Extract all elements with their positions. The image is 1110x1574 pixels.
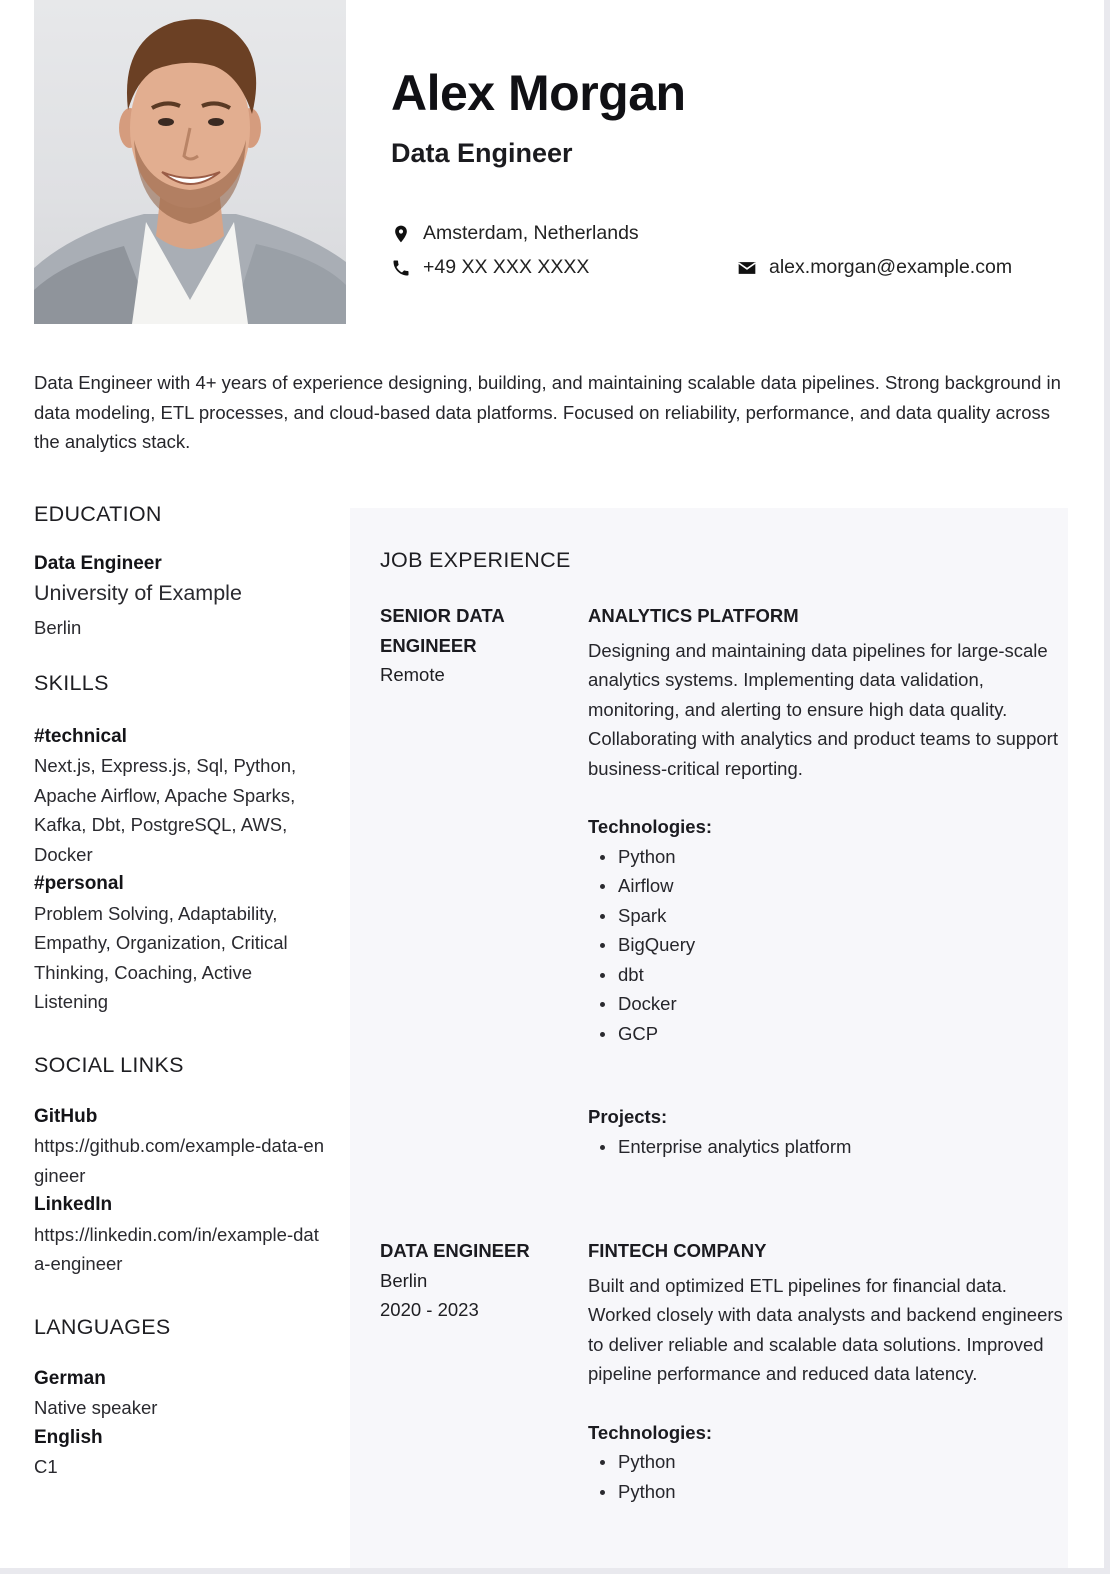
- skills-heading: SKILLS: [34, 670, 109, 695]
- github-label: GitHub: [34, 1105, 98, 1127]
- job-details: [588, 601, 1063, 1161]
- contact-phone: [391, 256, 589, 279]
- job-company: FINTECH COMPANY: [588, 1240, 767, 1261]
- skills-personal-list: Problem Solving, Adaptability, Empathy, Organization, Critical Thinking, Coaching, Active Listening: [34, 902, 288, 1012]
- job-period: 2020 - 2023: [380, 1299, 479, 1320]
- list-item: Python: [588, 842, 1063, 872]
- job-title: Data Engineer: [391, 138, 573, 168]
- phone-text: +49 XX XXX XXXX: [423, 256, 590, 278]
- job-position: SENIOR DATA ENGINEER: [380, 605, 505, 656]
- projects-label: Projects:: [588, 1106, 668, 1127]
- envelope-icon: [737, 258, 757, 278]
- technologies-list: [588, 842, 1063, 1049]
- left-column: [34, 502, 334, 1482]
- list-item: Python: [588, 1477, 1063, 1507]
- job-description: Designing and maintaining data pipelines for large-scale analytics systems. Implementing data validation, monitoring, and alerting to ensure high data quality.: [588, 639, 1048, 720]
- languages-heading: LANGUAGES: [34, 1314, 171, 1339]
- education-city: Berlin: [34, 617, 82, 638]
- technologies-label: Technologies:: [588, 1421, 713, 1443]
- education-degree: Data Engineer: [34, 553, 162, 574]
- list-item: Python: [588, 1447, 1063, 1477]
- job-description: Built and optimized ETL pipelines for financial data. Worked closely with data analysts and backend engineers to deliver reliable and scalable data solutions. Improved pipeline performance and reduced data latency.: [588, 1274, 1063, 1384]
- contact-email[interactable]: [737, 256, 1012, 279]
- linkedin-link[interactable]: https://linkedin.com/in/example-data-engineer: [34, 1223, 319, 1274]
- phone-icon: [391, 258, 411, 278]
- job-location: Remote: [380, 664, 445, 685]
- list-item: Enterprise analytics platform: [588, 1132, 1063, 1162]
- experience-heading: JOB EXPERIENCE: [380, 548, 571, 572]
- location-text: Amsterdam, Netherlands: [423, 222, 639, 244]
- list-item: Spark: [588, 901, 1063, 931]
- job-meta: [380, 601, 570, 690]
- job-company: ANALYTICS PLATFORM: [588, 605, 799, 626]
- language-level: Native speaker: [34, 1397, 158, 1418]
- list-item: BigQuery: [588, 930, 1063, 960]
- social-links-heading: SOCIAL LINKS: [34, 1052, 184, 1077]
- location-pin-icon: [391, 224, 411, 244]
- list-item: dbt: [588, 960, 1063, 990]
- technologies-list: [588, 1447, 1063, 1506]
- email-text[interactable]: alex.morgan@example.com: [769, 256, 1013, 278]
- education-heading: EDUCATION: [34, 502, 162, 526]
- github-link[interactable]: https://github.com/example-data-engineer: [34, 1135, 324, 1186]
- list-item: GCP: [588, 1019, 1063, 1049]
- job-meta: [380, 1236, 570, 1325]
- profile-photo: [34, 0, 346, 324]
- education-school: University of Example: [34, 581, 242, 605]
- skills-technical-list: Next.js, Express.js, Sql, Python, Apache Airflow, Apache Sparks, Kafka, Dbt, PostgreSQL, AWS, Docker: [34, 755, 297, 865]
- technologies-label: Technologies:: [588, 816, 713, 837]
- skills-technical-label: #technical: [34, 725, 127, 747]
- linkedin-label: LinkedIn: [34, 1194, 113, 1215]
- full-name: Alex Morgan: [391, 65, 686, 121]
- language-name: German: [34, 1367, 106, 1389]
- projects-list: [588, 1132, 1063, 1162]
- language-level: C1: [34, 1456, 58, 1477]
- skills-personal-label: #personal: [34, 873, 124, 894]
- contact-location: [391, 222, 639, 245]
- list-item: Docker: [588, 989, 1063, 1019]
- profile-summary: Data Engineer with 4+ years of experience designing, building, and maintaining scalable data pipelines. Strong background in data modeling, ETL processes, and cloud-based data platforms. Focused on reliability, performance, and data quality across the analytics stack.: [34, 372, 1061, 452]
- job-details: [588, 1236, 1063, 1506]
- job-location: Berlin: [380, 1269, 428, 1291]
- job-position: DATA ENGINEER: [380, 1240, 530, 1261]
- job-description-extra: Collaborating with analytics and product teams to support business-critical reporting.: [588, 728, 1058, 779]
- list-item: Airflow: [588, 871, 1063, 901]
- language-name: English: [34, 1426, 103, 1448]
